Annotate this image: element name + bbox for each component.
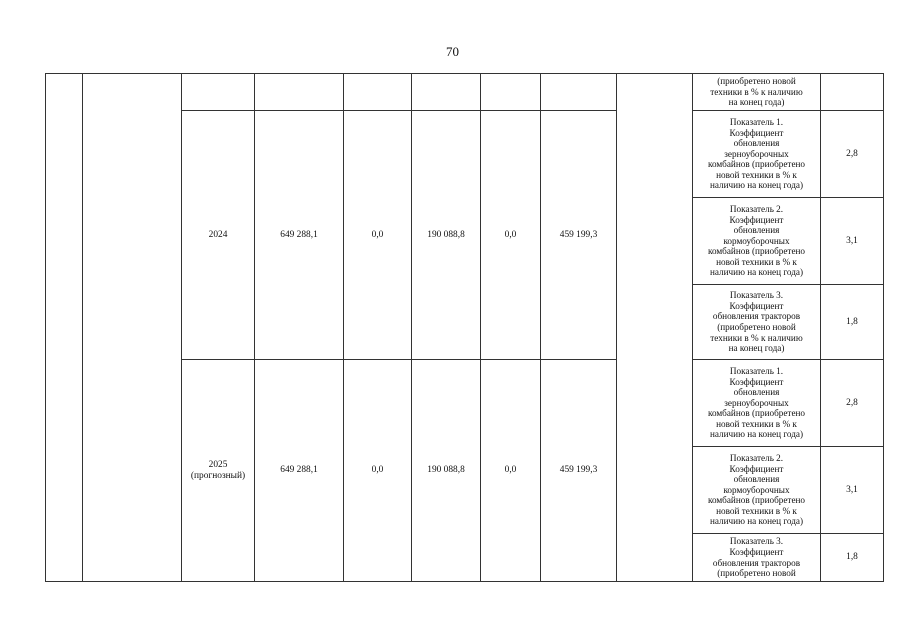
value-cell: 0,0 [344, 111, 412, 360]
indicator-cell: (приобретено новой техники в % к наличию на конец года) [693, 74, 821, 111]
indicator-value: 3,1 [821, 198, 884, 285]
total-cell: 649 288,1 [255, 360, 344, 582]
indicator-value: 1,8 [821, 285, 884, 360]
value-cell: 0,0 [481, 111, 541, 360]
indicator-cell: Показатель 1. Коэффициент обновления зерноуборочных комбайнов (приобретено новой техники в % к наличию на конец года) [693, 360, 821, 447]
value-cell: 459 199,3 [541, 111, 617, 360]
empty-cell [182, 74, 255, 111]
value-cell: 0,0 [344, 360, 412, 582]
value-cell: 459 199,3 [541, 360, 617, 582]
indicator-cell: Показатель 3. Коэффициент обновления тракторов (приобретено новой [693, 534, 821, 582]
table-row [46, 74, 884, 111]
empty-cell [481, 74, 541, 111]
indicator-value: 1,8 [821, 534, 884, 582]
value-cell: 0,0 [481, 360, 541, 582]
empty-cell [344, 74, 412, 111]
empty-cell [541, 74, 617, 111]
value-cell: 190 088,8 [412, 111, 481, 360]
total-cell: 649 288,1 [255, 111, 344, 360]
empty-cell [83, 74, 182, 582]
year-cell: 2024 [182, 111, 255, 360]
indicator-value: 3,1 [821, 447, 884, 534]
indicator-value: 2,8 [821, 360, 884, 447]
value-cell: 190 088,8 [412, 360, 481, 582]
year-cell: 2025 (прогнозный) [182, 360, 255, 582]
indicator-cell: Показатель 2. Коэффициент обновления кормоуборочных комбайнов (приобретено новой техники в % к наличию на конец года) [693, 447, 821, 534]
indicator-value: 2,8 [821, 111, 884, 198]
indicator-cell: Показатель 3. Коэффициент обновления тракторов (приобретено новой техники в % к наличию на конец года) [693, 285, 821, 360]
indicator-cell: Показатель 2. Коэффициент обновления кормоуборочных комбайнов (приобретено новой техники в % к наличию на конец года) [693, 198, 821, 285]
page-number: 70 [446, 44, 459, 59]
empty-cell [46, 74, 83, 582]
empty-cell [617, 74, 693, 582]
empty-cell [412, 74, 481, 111]
indicator-cell: Показатель 1. Коэффициент обновления зерноуборочных комбайнов (приобретено новой техники в % к наличию на конец года) [693, 111, 821, 198]
empty-cell [821, 74, 884, 111]
empty-cell [255, 74, 344, 111]
budget-table [45, 73, 884, 582]
